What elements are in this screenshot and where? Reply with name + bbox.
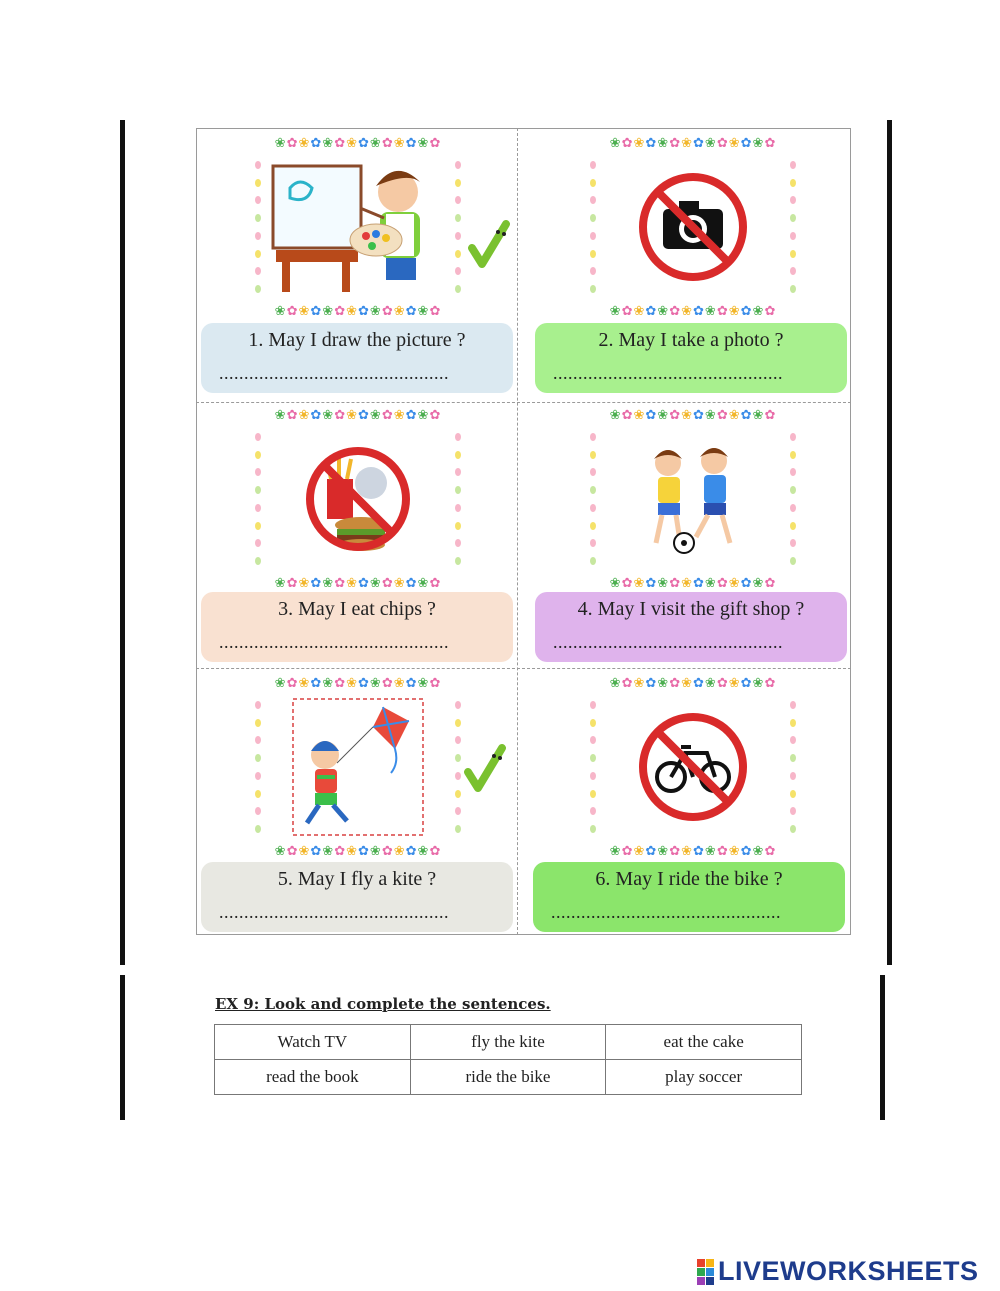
flower-border-icon: ❀✿❀✿❀✿❀✿❀✿❀✿❀✿ xyxy=(609,407,777,422)
grid-divider-vertical xyxy=(517,128,518,935)
dot-border-icon xyxy=(789,156,797,298)
no-camera-icon xyxy=(633,167,753,287)
grid-divider-row1 xyxy=(196,402,851,403)
answer-field[interactable]: .............................................. xyxy=(219,902,449,922)
question-box-4 xyxy=(535,592,847,662)
question-text: 5. May I fly a kite ? xyxy=(277,868,437,890)
picture-frame-1 xyxy=(252,132,464,322)
checkmark-icon xyxy=(468,218,510,270)
liveworksheets-logo xyxy=(697,1256,979,1287)
dot-border-icon xyxy=(454,696,462,838)
flower-border-icon: ❀✿❀✿❀✿❀✿❀✿❀✿❀✿ xyxy=(274,135,442,150)
picture-frame-5 xyxy=(252,672,464,862)
question-text: 2. May I take a photo ? xyxy=(598,329,784,351)
dot-border-icon xyxy=(254,428,262,570)
dot-border-icon xyxy=(254,696,262,838)
picture-frame-2 xyxy=(587,132,799,322)
answer-field[interactable]: .............................................. xyxy=(551,902,781,922)
answer-field[interactable]: .............................................. xyxy=(219,363,449,383)
no-bicycle-icon xyxy=(633,707,753,827)
flower-border-icon: ❀✿❀✿❀✿❀✿❀✿❀✿❀✿ xyxy=(274,407,442,422)
flower-border-icon: ❀✿❀✿❀✿❀✿❀✿❀✿❀✿ xyxy=(609,843,777,858)
word-cell: read the book xyxy=(215,1060,411,1095)
table-row xyxy=(215,1025,802,1060)
word-cell: play soccer xyxy=(606,1060,802,1095)
word-bank-table xyxy=(214,1024,802,1095)
logo-mark-icon xyxy=(697,1259,714,1285)
dot-border-icon xyxy=(454,156,462,298)
dot-border-icon xyxy=(789,428,797,570)
picture-frame-4 xyxy=(587,404,799,594)
question-box-2 xyxy=(535,323,847,393)
dot-border-icon xyxy=(589,156,597,298)
question-text: 3. May I eat chips ? xyxy=(278,598,436,620)
answer-field[interactable]: .............................................. xyxy=(553,363,783,383)
flower-border-icon: ❀✿❀✿❀✿❀✿❀✿❀✿❀✿ xyxy=(609,135,777,150)
flower-border-icon: ❀✿❀✿❀✿❀✿❀✿❀✿❀✿ xyxy=(609,575,777,590)
boys-playing-soccer-icon xyxy=(638,439,748,559)
word-cell: ride the bike xyxy=(410,1060,606,1095)
checkmark-icon xyxy=(464,742,506,794)
flower-border-icon: ❀✿❀✿❀✿❀✿❀✿❀✿❀✿ xyxy=(274,303,442,318)
answer-field[interactable]: .............................................. xyxy=(219,632,449,652)
dot-border-icon xyxy=(589,428,597,570)
logo-text: LIVEWORKSHEETS xyxy=(718,1256,979,1286)
child-painting-icon xyxy=(268,158,448,296)
right-margin-bar-top xyxy=(887,120,892,965)
flower-border-icon: ❀✿❀✿❀✿❀✿❀✿❀✿❀✿ xyxy=(609,303,777,318)
question-box-1 xyxy=(201,323,513,393)
question-text: 6. May I ride the bike ? xyxy=(595,868,783,890)
picture-frame-6 xyxy=(587,672,799,862)
dot-border-icon xyxy=(254,156,262,298)
left-margin-bar-top xyxy=(120,120,125,965)
boy-flying-kite-icon xyxy=(291,697,425,837)
question-box-3 xyxy=(201,592,513,662)
right-margin-bar-bottom xyxy=(880,975,885,1120)
left-margin-bar-bottom xyxy=(120,975,125,1120)
question-box-6 xyxy=(533,862,845,932)
picture-frame-3 xyxy=(252,404,464,594)
flower-border-icon: ❀✿❀✿❀✿❀✿❀✿❀✿❀✿ xyxy=(274,675,442,690)
exercise-title: EX 9: Look and complete the sentences. xyxy=(215,995,551,1013)
word-cell: fly the kite xyxy=(410,1025,606,1060)
dot-border-icon xyxy=(789,696,797,838)
answer-field[interactable]: .............................................. xyxy=(553,632,783,652)
flower-border-icon: ❀✿❀✿❀✿❀✿❀✿❀✿❀✿ xyxy=(274,843,442,858)
flower-border-icon: ❀✿❀✿❀✿❀✿❀✿❀✿❀✿ xyxy=(609,675,777,690)
question-text: 1. May I draw the picture ? xyxy=(248,329,466,351)
question-text: 4. May I visit the gift shop ? xyxy=(577,598,805,620)
question-box-5 xyxy=(201,862,513,932)
grid-divider-row2 xyxy=(196,668,851,669)
dot-border-icon xyxy=(454,428,462,570)
word-cell: eat the cake xyxy=(606,1025,802,1060)
word-cell: Watch TV xyxy=(215,1025,411,1060)
table-row xyxy=(215,1060,802,1095)
dot-border-icon xyxy=(589,696,597,838)
no-food-icon xyxy=(303,439,413,559)
flower-border-icon: ❀✿❀✿❀✿❀✿❀✿❀✿❀✿ xyxy=(274,575,442,590)
